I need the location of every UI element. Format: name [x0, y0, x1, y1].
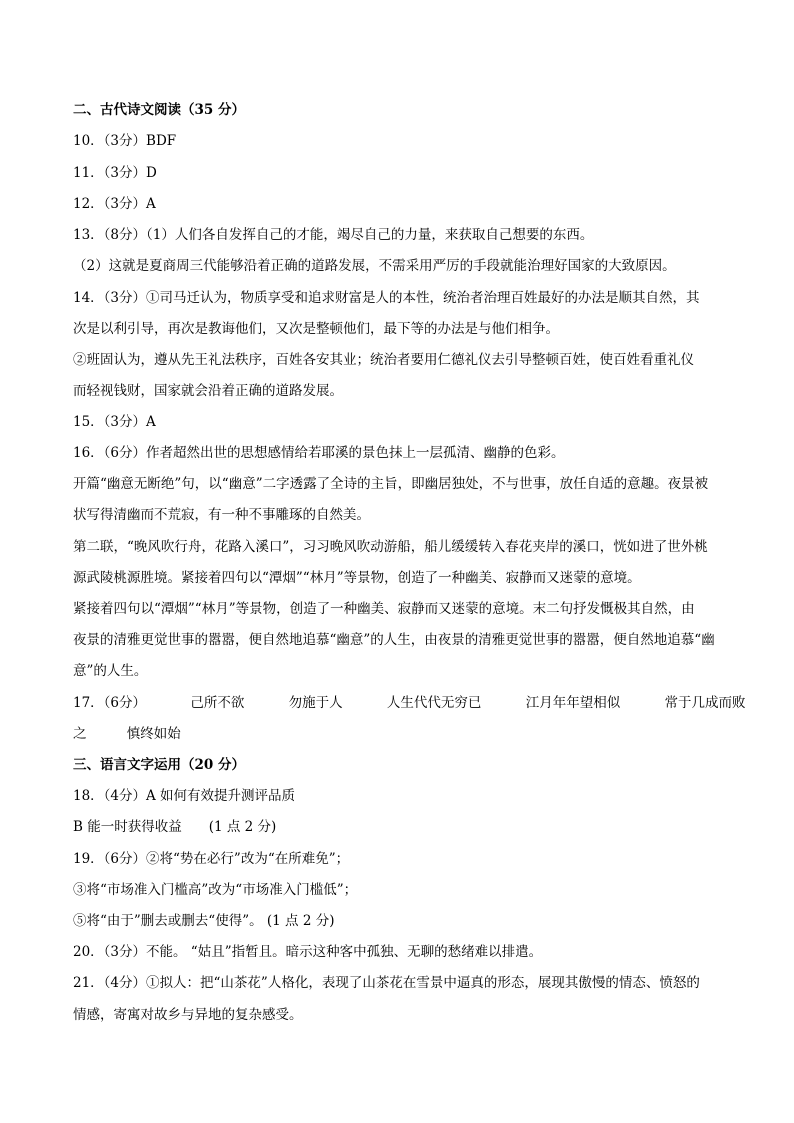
- answer-q14-line2: 次是以利引导，再次是教诲他们，又次是整顿他们，最下等的办法是与他们相争。: [73, 321, 559, 337]
- answer-q14-line4: 而轻视钱财，国家就会沿着正确的道路发展。: [73, 383, 343, 399]
- answer-q17-line1: [73, 694, 746, 712]
- answer-q16-line2: 开篇“幽意无断绝”句，以“幽意”二字透露了全诗的主旨，即幽居独处，不与世事，放任自适的意趣。夜景被: [73, 476, 709, 492]
- answer-q20: 20．（3分）不能。 “姑且”指暂且。暗示这种客中孤独、无聊的愁绪难以排遣。: [73, 944, 543, 960]
- answer-q15: 15．（3分）A: [73, 414, 156, 430]
- answer-q17-blank4: 江月年年望相似: [525, 695, 621, 711]
- answer-q17-blank5-cont: 之: [73, 726, 87, 742]
- answer-q17-blank6: 慎终如始: [126, 726, 181, 742]
- answer-q16-line6: 紧接着四句以“潭烟”“林月”等景物，创造了一种幽美、寂静而又迷蒙的意境。末二句抒发慨极其自然，由: [73, 601, 695, 617]
- answer-q13-part2: （2）这就是夏商周三代能够沿着正确的道路发展，不需采用严厉的手段就能治理好国家的大致原因。: [73, 258, 676, 274]
- answer-q21-line2: 情感，寄寓对故乡与异地的复杂感受。: [73, 1007, 303, 1023]
- answer-q17-blank2: 勿施于人: [288, 695, 343, 711]
- answer-q16-line8: 意”的人生。: [73, 663, 148, 679]
- answer-q19-line1: 19．（6分）②将“势在必行”改为“在所难免”；: [73, 851, 350, 867]
- answer-q17-line2: [73, 725, 181, 743]
- answer-q11: 11．（3分）D: [73, 165, 157, 181]
- answer-q16-line7: 夜景的清雅更觉世事的嚣嚣，便自然地追慕“幽意”的人生，由夜景的清雅更觉世事的嚣嚣，便自然地追慕“幽: [73, 632, 715, 648]
- answer-q16-line5: 源武陵桃源胜境。紧接着四句以“潭烟”“林月”等景物，创造了一种幽美、寂静而又迷蒙的意境。: [73, 570, 641, 586]
- answer-q17-label: 17．（6分）: [73, 695, 147, 711]
- answer-q16-line3: 状写得清幽而不荒寂，有一种不事雕琢的自然美。: [73, 507, 370, 523]
- answer-q19-line2: ③将“市场准入门槛高”改为“市场准入门槛低”；: [73, 882, 358, 898]
- answer-q14-line3: ②班固认为，遵从先王礼法秩序，百姓各安其业；统治者要用仁德礼仪去引导整顿百姓，使百姓看重礼仪: [73, 352, 694, 368]
- answer-q21-line1: 21．（4分）①拟人：把“山茶花”人格化，表现了山茶花在雪景中逼真的形态，展现其傲慢的情态、愤怒的: [73, 975, 700, 991]
- section-title-language-use: 三、语言文字运用（20 分）: [73, 757, 245, 773]
- answer-q18-line1: 18．（4分）A 如何有效提升测评品质: [73, 788, 296, 804]
- answer-q17-blank5: 常于几成而败: [664, 695, 746, 711]
- section-title-ancient-poetry: 二、古代诗文阅读（35 分）: [73, 102, 245, 118]
- answer-q16-line1: 16．（6分）作者超然出世的思想感情给若耶溪的景色抹上一层孤清、幽静的色彩。: [73, 445, 565, 461]
- answer-q14-line1: 14．（3分）①司马迁认为，物质享受和追求财富是人的本性，统治者治理百姓最好的办法是顺其自然，其: [73, 290, 700, 306]
- answer-q13-part1: 13．（8分）（1）人们各自发挥自己的才能，竭尽自己的力量，来获取自己想要的东西。: [73, 227, 594, 243]
- answer-q17-blank1: 己所不欲: [190, 695, 245, 711]
- answer-q19-line3: ⑤将“由于”删去或删去“使得”。 (1 点 2 分): [73, 913, 335, 929]
- answer-q18-line2: B 能一时获得收益 (1 点 2 分): [73, 819, 277, 835]
- answer-q17-blank3: 人生代代无穷已: [386, 695, 482, 711]
- answer-q16-line4: 第二联，“晚风吹行舟，花路入溪口”，习习晚风吹动游船，船儿缓缓转入春花夹岸的溪口，恍如进了世外桃: [73, 539, 708, 555]
- answer-q10: 10．（3分）BDF: [73, 133, 177, 149]
- answer-q12: 12．（3分）A: [73, 196, 156, 212]
